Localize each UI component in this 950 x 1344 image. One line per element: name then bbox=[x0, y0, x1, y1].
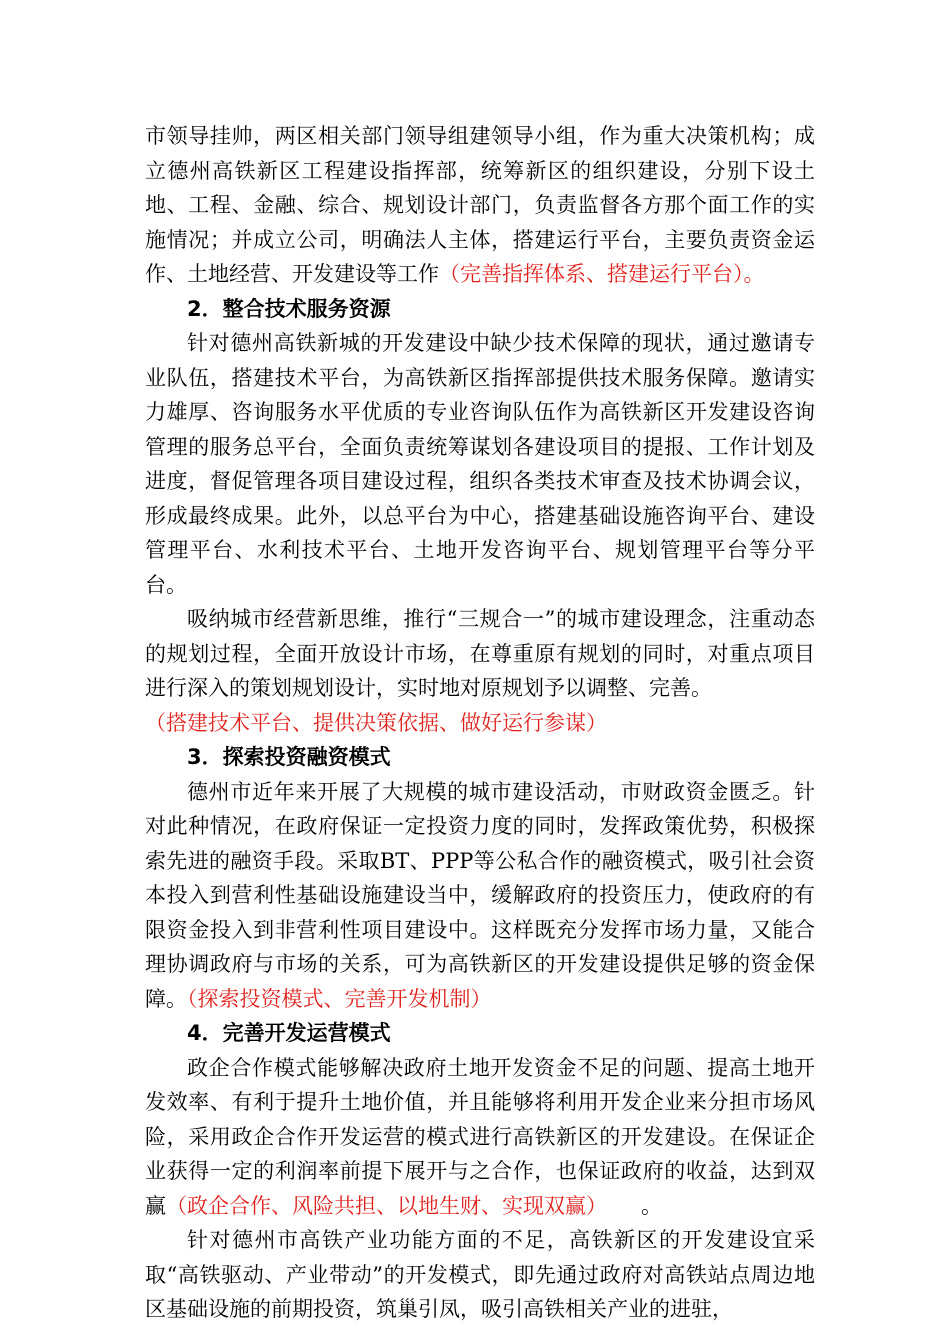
intro-note: （完善指挥体系、搭建运行平台）。 bbox=[439, 262, 765, 286]
section-2-heading: 2．整合技术服务资源 bbox=[187, 296, 391, 321]
section-4-heading: 4．完善开发运营模式 bbox=[187, 1021, 391, 1045]
section-4-paragraph-2: 针对德州市高铁产业功能方面的不足，高铁新区的开发建设宜采取“高铁驱动、产业带动”的开发模式，即先通过政府对高铁站点周边地区基础设施的前期投资，筑巢引凤，吸引高铁相关产业的进驻， bbox=[145, 1228, 815, 1321]
section-3-text: 德州市近年来开展了大规模的城市建设活动，市财政资金匮乏。针对此种情况，在政府保证一定投资力度的同时，发挥政策优势，积极探索先进的融资手段。采取BT、PPP等公私合作的融资模式，吸引社会资本投入到营利性基础设施建设当中，缓解政府的投资压力，使政府的有限资金投入到非营利性项目建设中。这样既充分发挥市场力量，又能合理协调政府与市场的关系，可为高铁新区的开发建设提供足够的资金保障。 bbox=[145, 779, 815, 1011]
section-3-note: （探索投资模式、完善开发机制） bbox=[187, 986, 492, 1011]
section-4-note: （政企合作、风险共担、以地生财、实现双赢） bbox=[166, 1193, 607, 1218]
section-4-paragraph-1 bbox=[145, 1051, 815, 1224]
section-4-text: 政企合作模式能够解决政府土地开发资金不足的问题、提高土地开发效率、有利于提升土地价值，并且能够将利用开发企业来分担市场风险，采用政企合作开发运营的模式进行高铁新区的开发建设。在保证企业获得一定的利润率前提下展开与之合作，也保证政府的收益，达到双赢 bbox=[145, 1055, 815, 1218]
document-page bbox=[145, 119, 815, 1327]
intro-text: 市领导挂帅，两区相关部门领导组建领导小组，作为重大决策机构；成立德州高铁新区工程建设指挥部，统筹新区的组织建设，分别下设土地、工程、金融、综合、规划设计部门，负责监督各方那个面工作的实施情况；并成立公司，明确法人主体，搭建运行平台，主要负责资金运作、土地经营、开发建设等工作 bbox=[145, 124, 815, 286]
section-2-paragraph-1: 针对德州高铁新城的开发建设中缺少技术保障的现状，通过邀请专业队伍，搭建技术平台，为高铁新区指挥部提供技术服务保障。邀请实力雄厚、咨询服务水平优质的专业咨询队伍作为高铁新区开发建设咨询管理的服务总平台，全面负责统筹谋划各建设项目的提报、工作计划及进度，督促管理各项目建设过程，组织各类技术审查及技术协调会议，形成最终成果。此外，以总平台为中心，搭建基础设施咨询平台、建设管理平台、水利技术平台、土地开发咨询平台、规划管理平台等分平台。 bbox=[145, 331, 815, 597]
section-4-tail: 。 bbox=[641, 1193, 662, 1218]
intro-paragraph bbox=[145, 119, 815, 292]
section-2-note: （搭建技术平台、提供决策依据、做好运行参谋） bbox=[145, 710, 607, 735]
section-2-paragraph-2: 吸纳城市经营新思维，推行“三规合一”的城市建设理念，注重动态的规划过程，全面开放设计市场，在尊重原有规划的同时，对重点项目进行深入的策划规划设计，实时地对原规划予以调整、完善。 bbox=[145, 607, 815, 700]
section-3-heading: 3．探索投资融资模式 bbox=[187, 745, 391, 769]
section-3-paragraph-1 bbox=[145, 775, 815, 1017]
